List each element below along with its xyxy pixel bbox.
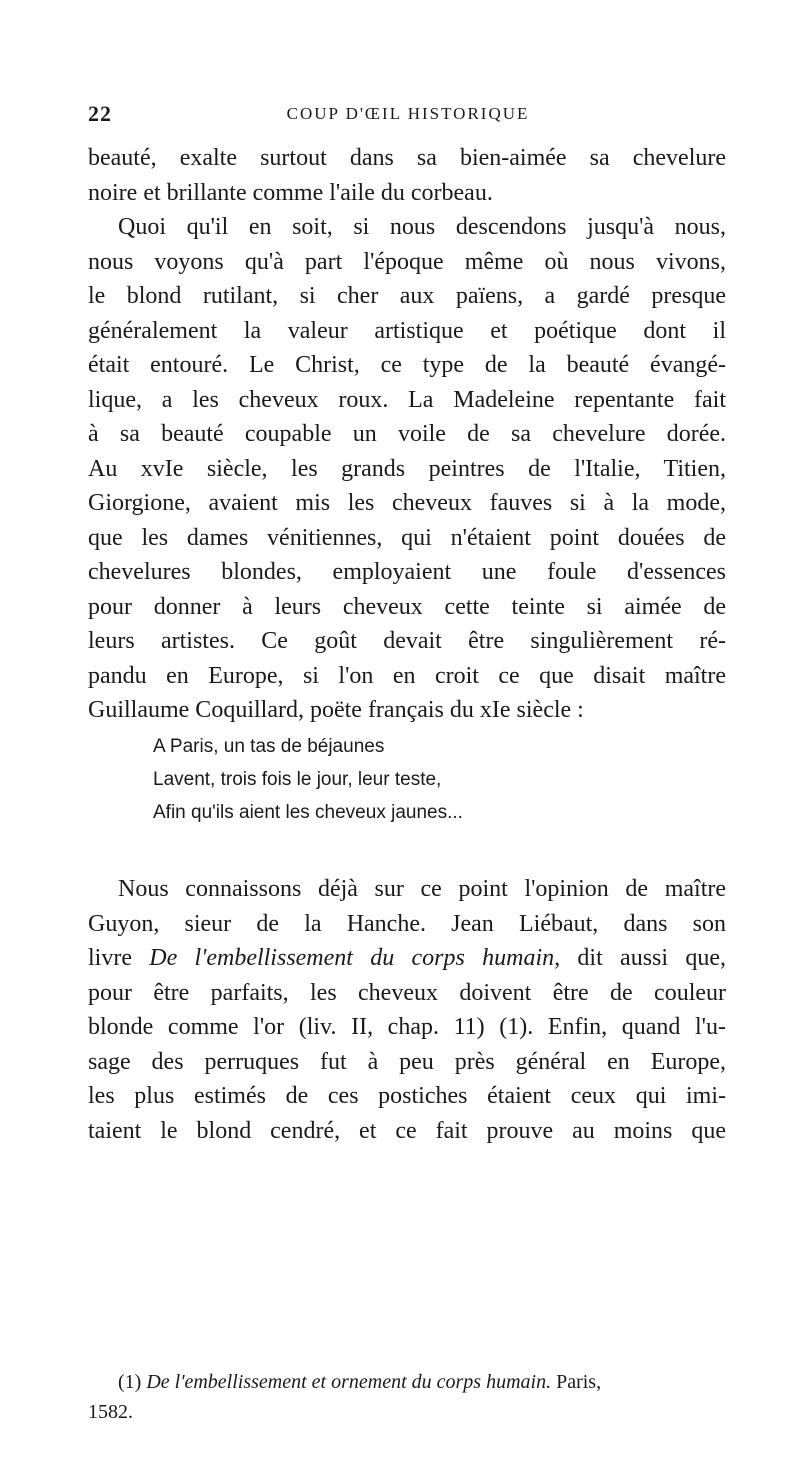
- text-line: pandu en Europe, si l'on en croit ce que disait maître: [88, 662, 726, 689]
- verse-quote: [153, 730, 653, 829]
- book-title: De l'embellissement du corps humain,: [149, 945, 561, 971]
- text-fragment: livre: [88, 945, 150, 971]
- main-text-top: [88, 141, 726, 728]
- text-line: était entouré. Le Christ, ce type de la beauté évangé-: [88, 352, 726, 378]
- text-fragment: dit aussi que,: [560, 945, 726, 971]
- footnote-line: [88, 1367, 726, 1397]
- text-line: noire et brillante comme l'aile du corbeau.: [88, 179, 493, 206]
- verse-line: A Paris, un tas de béjaunes: [153, 736, 385, 757]
- footnote-title: De l'embellissement et ornement du corps humain.: [146, 1371, 552, 1393]
- text-line: Quoi qu'il en soit, si nous descendons jusqu'à nous,: [118, 214, 726, 240]
- text-line: nous voyons qu'à part l'époque même où nous vivons,: [88, 248, 726, 275]
- footnote-place: Paris,: [551, 1371, 602, 1393]
- text-line-with-title: [88, 941, 726, 976]
- text-line: blonde comme l'or (liv. II, chap. 11) (1). Enfin, quand l'u-: [88, 1014, 726, 1040]
- text-line: Giorgione, avaient mis les cheveux fauves si à la mode,: [88, 490, 726, 516]
- text-line: taient le blond cendré, et ce fait prouve au moins que: [88, 1117, 726, 1144]
- text-line: généralement la valeur artistique et poétique dont il: [88, 317, 726, 344]
- verse-line: Afin qu'ils aient les cheveux jaunes...: [153, 802, 463, 823]
- footnote-year: 1582.: [88, 1401, 133, 1423]
- text-line: leurs artistes. Ce goût devait être singulièrement ré-: [88, 628, 726, 654]
- text-line: beauté, exalte surtout dans sa bien-aimée sa chevelure: [88, 145, 726, 171]
- text-line: le blond rutilant, si cher aux païens, a gardé presque: [88, 283, 726, 309]
- running-head: COUP D'ŒIL HISTORIQUE: [286, 104, 530, 123]
- footnote-marker: (1): [118, 1371, 147, 1393]
- text-line: les plus estimés de ces postiches étaient ceux qui imi-: [88, 1083, 726, 1109]
- verse-line: Lavent, trois fois le jour, leur teste,: [153, 769, 442, 790]
- main-text-bottom: [88, 872, 726, 1148]
- text-line: pour être parfaits, les cheveux doivent être de couleur: [88, 979, 726, 1006]
- text-line: pour donner à leurs cheveux cette teinte si aimée de: [88, 593, 726, 620]
- text-line: sage des perruques fut à peu près général en Europe,: [88, 1048, 726, 1075]
- text-line: à sa beauté coupable un voile de sa chevelure dorée.: [88, 421, 726, 447]
- text-line: lique, a les cheveux roux. La Madeleine repentante fait: [88, 386, 726, 413]
- text-line: Guyon, sieur de la Hanche. Jean Liébaut, dans son: [88, 910, 726, 937]
- footnote: [88, 1367, 726, 1427]
- text-line: Nous connaissons déjà sur ce point l'opinion de maître: [118, 876, 726, 902]
- text-line: Guillaume Coquillard, poëte français du xIe siècle :: [88, 697, 584, 723]
- text-line: chevelures blondes, employaient une foule d'essences: [88, 559, 726, 585]
- page-number: 22: [88, 101, 112, 126]
- page-header: [88, 101, 728, 131]
- text-line: Au xvIe siècle, les grands peintres de l'Italie, Titien,: [88, 455, 726, 482]
- text-line: que les dames vénitiennes, qui n'étaient point douées de: [88, 524, 726, 551]
